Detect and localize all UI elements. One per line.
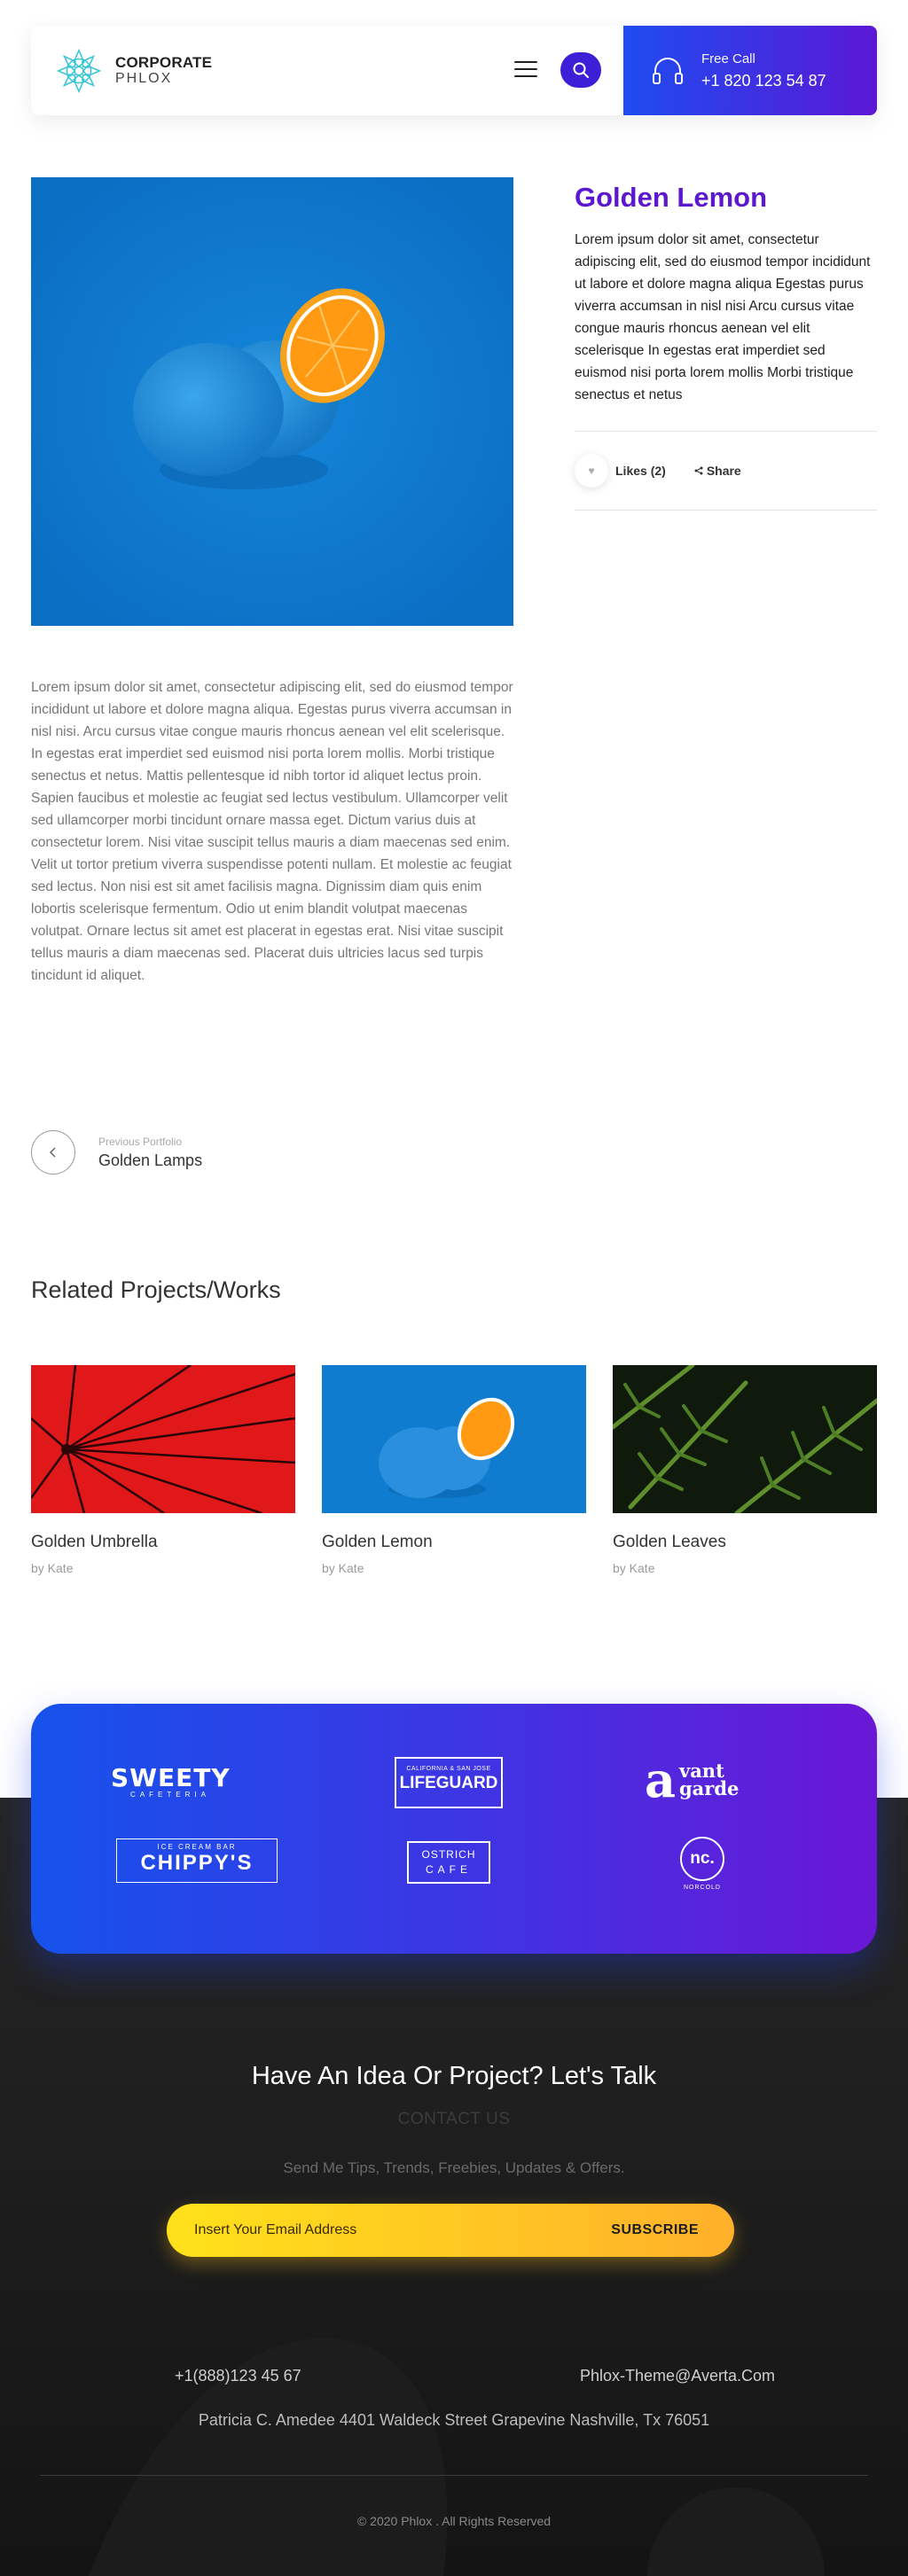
call-number: +1 820 123 54 87 [701, 71, 826, 90]
share-label: Share [706, 464, 741, 478]
footer-subtext: Send Me Tips, Trends, Freebies, Updates & Offers. [283, 2159, 625, 2176]
search-button[interactable] [560, 52, 601, 88]
card-author: by Kate [322, 1561, 364, 1575]
email-input[interactable] [194, 2222, 611, 2238]
footer-divider [40, 2475, 868, 2476]
lemon-image[interactable] [322, 1365, 586, 1513]
free-call-box[interactable] [623, 26, 877, 115]
brand-sweety-logo[interactable]: SWEETY CAFETERIA [111, 1763, 231, 1799]
portfolio-hero-image [31, 177, 513, 626]
brand-chippys-logo[interactable]: ICE CREAM BAR CHIPPY'S [116, 1838, 278, 1883]
footer-address: Patricia C. Amedee 4401 Waldeck Street Grapevine Nashville, Tx 76051 [198, 2411, 710, 2429]
site-header [31, 26, 877, 115]
prev-title[interactable]: Golden Lamps [98, 1151, 203, 1169]
contact-us-link[interactable]: CONTACT US [397, 2110, 511, 2128]
related-card[interactable] [31, 1365, 295, 1575]
brand-lifeguard-logo[interactable]: CALIFORNIA & SAN JOSE LIFEGUARD [395, 1757, 503, 1808]
footer-copyright: © 2020 Phlox . All Rights Reserved [356, 2514, 552, 2528]
brand-norcold-logo[interactable]: nc. NORCOLD [670, 1837, 734, 1891]
headphones-icon [650, 53, 685, 89]
card-title[interactable]: Golden Leaves [613, 1533, 726, 1551]
card-author: by Kate [613, 1561, 655, 1575]
share-button[interactable] [694, 464, 741, 478]
likes-count[interactable]: Likes (2) [615, 464, 666, 478]
brands-banner [31, 1704, 877, 1954]
logo-mandala-icon [53, 45, 105, 97]
brand-vant-garde-logo[interactable]: a vant garde [645, 1752, 740, 1808]
prev-label: Previous Portfolio [98, 1135, 183, 1148]
logo-subtitle: PHLOX [115, 71, 173, 87]
portfolio-title: Golden Lemon [575, 182, 767, 213]
logo-title: CORPORATE [115, 53, 213, 71]
brand-ostrich-cafe-logo[interactable]: OSTRICH CAFE [407, 1841, 490, 1884]
previous-portfolio-link[interactable] [31, 1130, 202, 1175]
subscribe-form [167, 2204, 734, 2257]
heart-icon: ♥ [588, 464, 595, 477]
portfolio-meta [575, 431, 877, 511]
logo[interactable] [53, 45, 212, 97]
logo-text [115, 54, 212, 88]
card-author: by Kate [31, 1561, 74, 1575]
leaves-image[interactable] [613, 1365, 877, 1513]
related-card[interactable] [613, 1365, 877, 1575]
like-button[interactable] [575, 454, 608, 488]
portfolio-intro: Lorem ipsum dolor sit amet, consectetur adipiscing elit, sed do eiusmod tempor incididunt ut labore et dolore magna aliqua Egestas purus viverra accumsan in nisl nisi Arcu cursus vitae congue mauris rhoncus aenean vel elit scelerisque In egestas erat imperdiet sed euismod nisi porta lorem mollis Morbi tristique senectus et netus [575, 232, 871, 402]
menu-hamburger-icon[interactable] [514, 58, 537, 81]
chevron-left-icon [47, 1146, 59, 1159]
footer-heading: Have An Idea Or Project? Let's Talk [251, 2062, 657, 2090]
subscribe-button[interactable]: SUBSCRIBE [611, 2222, 699, 2237]
card-title[interactable]: Golden Umbrella [31, 1533, 158, 1551]
search-icon [572, 61, 590, 79]
prev-arrow-button[interactable] [31, 1130, 75, 1175]
footer-phone[interactable]: +1(888)123 45 67 [175, 2367, 301, 2385]
orange-halves-image [31, 177, 513, 626]
related-card[interactable] [322, 1365, 586, 1575]
umbrella-image[interactable] [31, 1365, 295, 1513]
related-heading: Related Projects/Works [31, 1276, 281, 1303]
share-icon [694, 466, 703, 475]
call-label: Free Call [701, 51, 755, 66]
card-title[interactable]: Golden Lemon [322, 1533, 433, 1551]
footer-email[interactable]: Phlox-Theme@Averta.Com [579, 2367, 775, 2385]
portfolio-description: Lorem ipsum dolor sit amet, consectetur adipiscing elit, sed do eiusmod tempor incididunt ut labore et dolore magna aliqua. Egestas purus viverra accumsan in nisl nisi. Arcu cursus vitae congue mauris rhoncus aenean vel elit scelerisque. In egestas erat imperdiet sed euismod nisi porta lorem mollis. Morbi tristique senectus et netus. Mattis pellentesque id nibh tortor id aliquet lectus proin. Sapien faucibus et molestie ac feugiat sed lectus vestibulum. Ullamcorper velit sed ullamcorper morbi tincidunt ornare massa eget. Dictum varius duis at consectetur lorem. Nisi vitae suscipit tellus mauris a diam maecenas sed enim. Velit ut tortor pretium viverra suspendisse potenti nullam. Et molestie ac feugiat sed lectus. Non nisi est sit amet facilisis magna. Dignissim diam quis enim lobortis scelerisque fermentum. Odio ut enim blandit volutpat maecenas volutpat. Ornare lectus sit amet est placerat in egestas erat. Nisi vitae suscipit tellus mauris a diam maecenas sed. Placerat duis ultricies lacus sed turpis tincidunt id aliquet. [31, 680, 513, 983]
